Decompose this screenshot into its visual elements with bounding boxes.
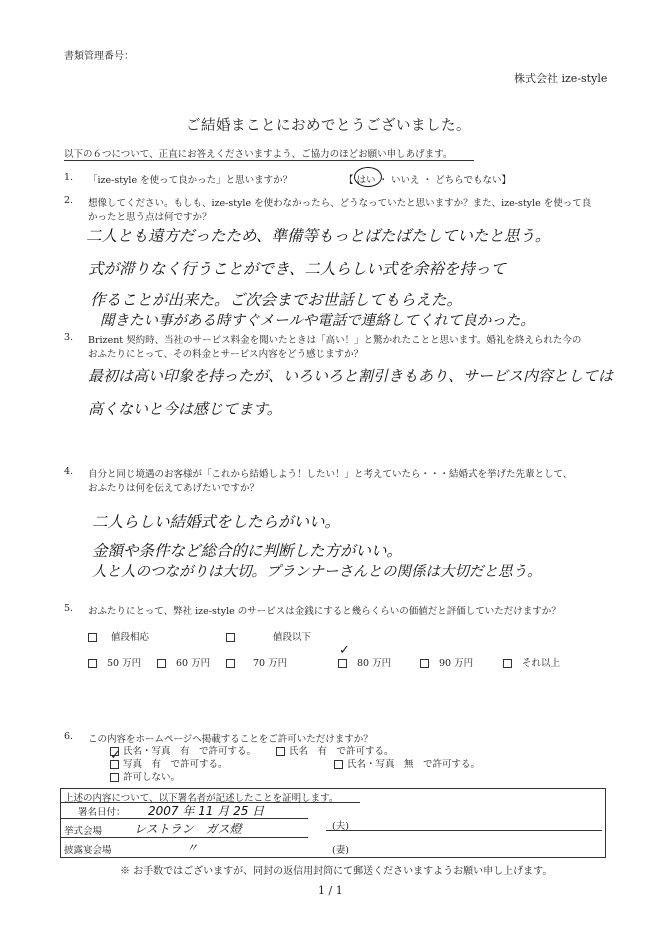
checkbox[interactable]: [88, 659, 97, 668]
option-label: 90 万円: [439, 658, 474, 669]
q2-text-line2: かったと思う点は何ですか？: [88, 212, 212, 223]
page-number: 1 / 1: [318, 884, 343, 897]
page-title: ご結婚まことにおめでとうございました。: [186, 118, 471, 134]
q3-text-line1: Brizent 契約時、当社のサービス料金を聞いたときは「高い！」と驚かれたことと思います。婚礼を終えられた今の: [88, 335, 582, 346]
checkbox[interactable]: [157, 659, 166, 668]
q5-text: おふたりにとって、弊社 ize-style のサービスは金銭にすると幾らくらいの価値だと評価していただけますか？: [88, 606, 561, 617]
q4-text-line1: 自分と同じ境遇のお客様が「これから結婚しよう！したい！」と考えていたら・・・結婚式を挙げた先輩として、: [88, 469, 573, 480]
q2-number: 2.: [64, 195, 74, 206]
q3-number: 3.: [64, 332, 74, 343]
q6-option-name-photo[interactable]: [110, 743, 256, 757]
husband-label: (夫): [332, 821, 349, 832]
q5-option-value-equal[interactable]: [88, 629, 149, 643]
checkbox[interactable]: [110, 773, 119, 782]
divider: [60, 818, 308, 819]
q6-option-photo[interactable]: [110, 756, 228, 770]
checkbox[interactable]: [334, 760, 343, 769]
q6-option-name[interactable]: [276, 743, 394, 757]
divider: [64, 160, 474, 161]
option-label: 値段相応: [111, 632, 150, 643]
q3-answer-line2: 高くないと今は感じてます。: [88, 400, 282, 418]
q2-answer-line1: 二人とも遠方だったため、準備等もっとばたばたしていたと思う。: [86, 227, 551, 245]
sign-date-value: 2007 年 11 月 25 日: [148, 804, 265, 818]
certify-statement: 上述の内容について、以下署名者が記述したことを証明します。: [64, 793, 339, 804]
q1-number: 1.: [64, 172, 74, 183]
checkbox[interactable]: [226, 659, 235, 668]
check-icon: ✓: [110, 748, 121, 763]
option-label: 氏名・写真 無 で許可する。: [347, 759, 481, 770]
checkbox[interactable]: [226, 633, 235, 642]
wife-label: (妻): [332, 845, 349, 856]
intro-text: 以下の６つについて、正直にお答えくださいますよう、ご協力のほどお願い申しあげます。: [64, 149, 453, 160]
q2-answer-line4: 聞きたい事がある時すぐメールや電話で連絡してくれて良かった。: [100, 313, 535, 329]
sign-date-label: 署名日付：: [78, 807, 126, 818]
reception-value: 〃: [186, 841, 199, 855]
option-label: 70 万円: [253, 658, 288, 669]
q5-option-60[interactable]: [157, 655, 210, 669]
q1-selected-circle: [354, 167, 382, 187]
option-label: 氏名 有 で許可する。: [289, 746, 394, 757]
q5-option-70[interactable]: [226, 655, 287, 669]
q5-option-50[interactable]: [88, 655, 141, 669]
q2-answer-line3: 作ることが出来た。ご次会までお世話してもらえた。: [90, 291, 463, 309]
q3-answer-line1: 最初は高い印象を持ったが、いろいろと割引きもあり、サービス内容としては: [88, 367, 614, 385]
q3-text-line2: おふたりにとって、その料金とサービス内容をどう感じますか？: [88, 349, 364, 360]
q5-option-90[interactable]: [420, 655, 473, 669]
checkbox[interactable]: [420, 659, 429, 668]
signature-line: [326, 830, 602, 831]
q2-text-line1: 想像してください。もしも、ize-style を使わなかったら、どうなっていたと思いますか？また、ize-style を使って良: [88, 198, 592, 209]
q1-text: 「ize-style を使って良かった」と思いますか？: [88, 175, 293, 186]
option-label: 写真 有 で許可する。: [123, 759, 228, 770]
option-label: 80 万円: [357, 658, 392, 669]
divider: [60, 837, 308, 838]
q6-option-deny[interactable]: [110, 769, 180, 783]
q6-text: この内容をホームページへ掲載することをご許可いただけますか？: [88, 734, 373, 745]
footer-note: ※ お手数ではございますが、同封の返信用封筒にて郵送くださいますようお願い申し上げます。: [120, 866, 553, 877]
venue-label: 挙式会場: [64, 826, 103, 837]
q5-option-more[interactable]: [503, 655, 560, 669]
q2-answer-line2: 式が滞りなく行うことができ、二人らしい式を余裕を持って: [88, 260, 506, 278]
doc-number-label: 書類管理番号：: [64, 51, 134, 62]
q5-number: 5.: [64, 603, 74, 614]
checkbox[interactable]: [276, 747, 285, 756]
option-label: 値段以下: [273, 632, 312, 643]
q4-answer-line1: 二人らしい結婚式をしたらがいい。: [92, 513, 341, 531]
checkbox[interactable]: [88, 633, 97, 642]
company-name: 株式会社 ize-style: [514, 72, 608, 85]
check-icon: ✓: [339, 643, 350, 658]
option-label: 許可しない。: [123, 772, 181, 783]
checkbox[interactable]: [338, 659, 347, 668]
q1-options: 【 はい ・ いいえ ・ どちらでもない】: [344, 175, 512, 186]
q4-answer-line3: 人と人のつながりは大切。プランナーさんとの関係は大切だと思う。: [92, 564, 542, 580]
q4-answer-line2: 金額や条件など総合的に判断した方がいい。: [92, 542, 403, 560]
option-label: 50 万円: [107, 658, 142, 669]
q5-option-value-below[interactable]: [226, 629, 311, 643]
venue-value: レストラン ガス燈: [134, 822, 242, 836]
option-label: 60 万円: [176, 658, 211, 669]
reception-label: 披露宴会場: [64, 845, 112, 856]
checkbox[interactable]: [503, 659, 512, 668]
option-label: それ以上: [522, 658, 561, 669]
option-label: 氏名・写真 有 で許可する。: [123, 746, 257, 757]
q4-text-line2: おふたりは何を伝えてあげたいですか？: [88, 483, 260, 494]
q6-option-none[interactable]: [334, 756, 480, 770]
q4-number: 4.: [64, 466, 74, 477]
q6-number: 6.: [64, 731, 74, 742]
